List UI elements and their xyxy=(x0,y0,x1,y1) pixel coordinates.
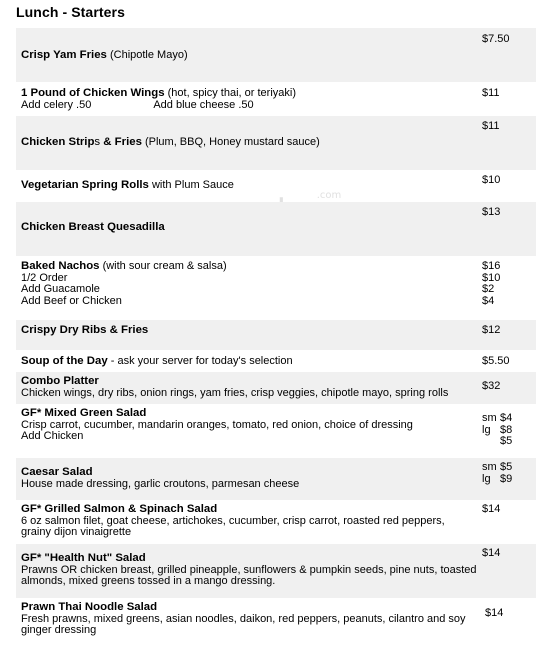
option-guacamole: Add Guacamole xyxy=(21,283,100,296)
option-half-order: 1/2 Order xyxy=(21,271,68,284)
item-description xyxy=(21,137,471,149)
menu-item-caesar-salad xyxy=(16,458,536,500)
menu-item-quesadilla xyxy=(16,202,536,256)
item-description xyxy=(21,467,471,490)
menu-item-soup xyxy=(16,350,536,372)
size-small-label: sm xyxy=(482,461,497,473)
addon-chicken: Add Chicken xyxy=(21,430,84,443)
menu-item-salmon-salad xyxy=(16,500,536,544)
price-add-chicken: $5 xyxy=(500,435,513,448)
item-note: (Chipotle Mayo) xyxy=(109,49,188,61)
item-price-list xyxy=(482,261,500,307)
price-half: $10 xyxy=(482,271,501,284)
watermark: .com xyxy=(316,190,342,201)
section-title: Lunch - Starters xyxy=(16,4,125,20)
menu-item-baked-nachos xyxy=(16,256,536,320)
item-name: Prawn Thai Noodle Salad xyxy=(21,601,158,613)
price-guacamole: $2 xyxy=(482,283,495,296)
menu-item-chicken-strips xyxy=(16,116,536,170)
item-description xyxy=(21,50,471,62)
item-desc-line-2: ginger dressing xyxy=(21,624,97,637)
item-description xyxy=(21,261,471,307)
menu-item-mixed-green-salad xyxy=(16,404,536,458)
item-description xyxy=(21,376,471,399)
item-price: $11 xyxy=(482,87,500,99)
item-desc-line-1: 6 oz salmon filet, goat cheese, artichokes, cucumber, crisp carrot, roasted red peppers, xyxy=(21,514,445,527)
menu-item-spring-rolls xyxy=(16,170,536,202)
item-name: GF* "Health Nut" Salad xyxy=(21,552,146,564)
item-price: $11 xyxy=(482,120,500,132)
item-description xyxy=(21,88,471,111)
item-description xyxy=(21,180,471,192)
price-large: $8 xyxy=(500,423,513,436)
size-large-label: lg xyxy=(482,423,491,436)
size-small-label: sm xyxy=(482,412,497,424)
item-description xyxy=(21,356,471,368)
item-description xyxy=(21,222,471,234)
item-note: - ask your server for today's selection xyxy=(110,355,293,367)
item-note: (hot, spicy thai, or teriyaki) xyxy=(167,87,296,99)
item-desc: House made dressing, garlic croutons, parmesan cheese xyxy=(21,477,300,490)
item-name: Soup of the Day xyxy=(21,355,108,367)
item-desc-line-1: Fresh prawns, mixed greens, asian noodles, daikon, red peppers, peanuts, cilantro and soy xyxy=(21,612,466,625)
item-name: Chicken Breast Quesadilla xyxy=(21,221,165,233)
menu-item-health-nut-salad xyxy=(16,544,536,598)
addon-celery: Add celery .50 xyxy=(21,98,92,111)
item-name: Crisp Yam Fries xyxy=(21,49,107,61)
item-name: GF* Mixed Green Salad xyxy=(21,407,147,419)
item-price: $14 xyxy=(482,547,501,559)
item-desc-line-2: grainy dijon vinaigrette xyxy=(21,526,132,539)
item-price: $32 xyxy=(482,380,501,392)
item-name: Combo Platter xyxy=(21,375,99,387)
item-price: $13 xyxy=(482,206,501,218)
item-price-list xyxy=(482,462,512,485)
menu-item-yam-fries xyxy=(16,28,536,82)
option-beef-chicken: Add Beef or Chicken xyxy=(21,294,122,307)
item-price: $5.50 xyxy=(482,355,510,367)
item-description xyxy=(21,552,477,588)
price-large: $9 xyxy=(500,472,513,485)
item-price: $7.50 xyxy=(482,33,510,45)
item-desc-line-1: Prawns OR chicken breast, grilled pineapple, sunflowers & pumpkin seeds, pine nuts, toasted xyxy=(21,563,477,576)
menu-item-chicken-wings xyxy=(16,82,536,116)
addon-blue-cheese: Add blue cheese .50 xyxy=(153,98,254,111)
item-price: $14 xyxy=(485,607,504,619)
price-small: $5 xyxy=(500,461,513,473)
item-description xyxy=(21,602,471,637)
item-name: Baked Nachos xyxy=(21,260,100,272)
size-large-label: lg xyxy=(482,472,491,485)
item-price: $10 xyxy=(482,174,501,186)
item-description xyxy=(21,408,471,443)
item-name: Vegetarian Spring Rolls xyxy=(21,179,149,191)
price-small: $4 xyxy=(500,412,513,424)
item-name: Chicken Strips & Fries xyxy=(21,136,142,148)
menu-item-combo-platter xyxy=(16,372,536,404)
item-price: $14 xyxy=(482,503,501,515)
item-price: $12 xyxy=(482,324,501,336)
item-note: with Plum Sauce xyxy=(151,179,234,191)
item-desc: Crisp carrot, cucumber, mandarin oranges, tomato, red onion, choice of dressing xyxy=(21,418,413,431)
price-beef-chicken: $4 xyxy=(482,294,495,307)
item-description xyxy=(21,504,471,539)
item-name: Caesar Salad xyxy=(21,466,93,478)
item-price-list xyxy=(482,413,512,448)
item-name: Crispy Dry Ribs & Fries xyxy=(21,324,149,336)
item-desc-line-2: almonds, mixed greens tossed in a mango dressing. xyxy=(21,575,276,588)
menu-item-dry-ribs xyxy=(16,320,536,350)
item-description xyxy=(21,325,471,337)
menu-item-prawn-noodle-salad xyxy=(16,598,536,646)
item-name: 1 Pound of Chicken Wings xyxy=(21,87,165,99)
price-full: $16 xyxy=(482,260,501,272)
item-name: GF* Grilled Salmon & Spinach Salad xyxy=(21,503,218,515)
item-note: (with sour cream & salsa) xyxy=(102,260,227,272)
item-note: (Plum, BBQ, Honey mustard sauce) xyxy=(144,136,320,148)
item-desc: Chicken wings, dry ribs, onion rings, yam fries, crisp veggies, chipotle mayo, spring rolls xyxy=(21,386,449,399)
